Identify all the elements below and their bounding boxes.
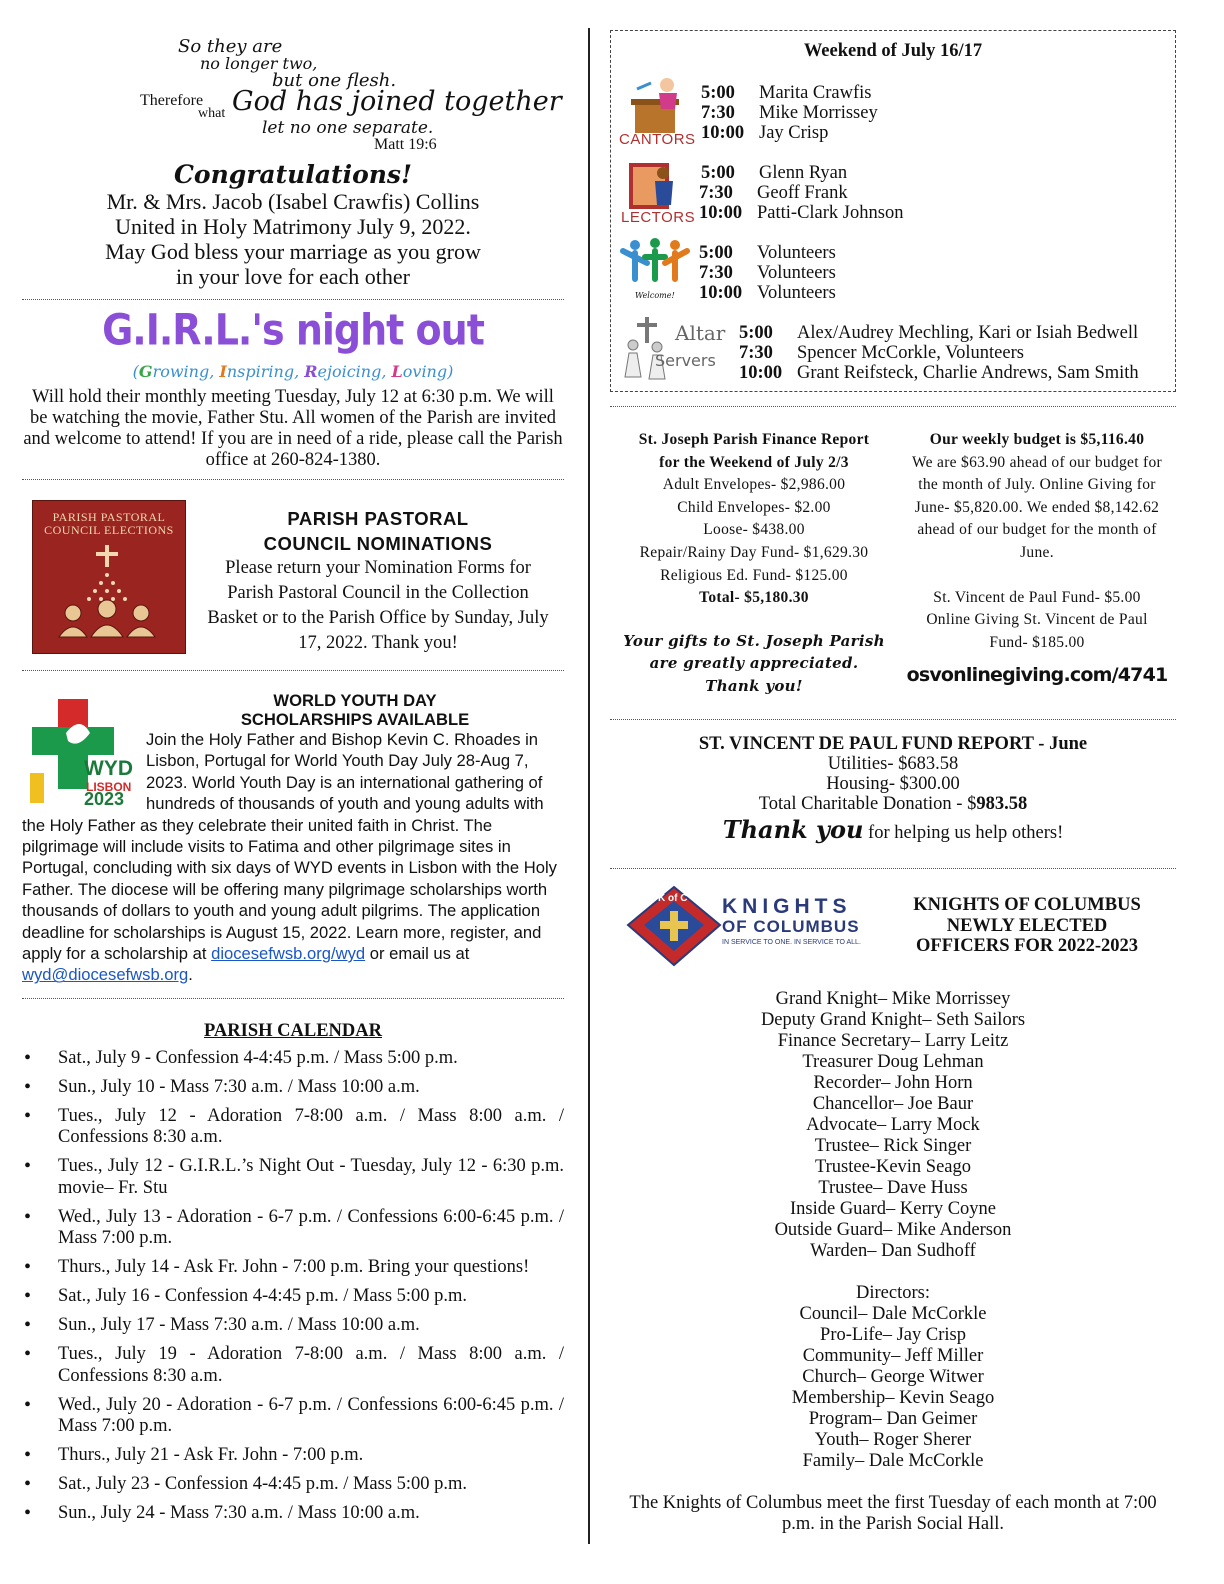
cantor-row: [701, 123, 828, 143]
finance-thanks: are greatly appreciated.: [649, 654, 859, 673]
name: Volunteers: [757, 243, 836, 263]
word-rest: rowing,: [152, 362, 220, 381]
wedding-line: in your love for each other: [176, 264, 410, 289]
lectors-label: LECTORS: [621, 209, 696, 226]
director: Program– Dan Geimer: [808, 1409, 978, 1429]
parish-calendar: [22, 1021, 564, 1525]
greeter-row: [699, 283, 836, 303]
calendar-item: • Wed., July 20 - Adoration - 6-7 p.m. / Confessions 6:00-6:45 p.m. / Mass 7:00 p.m.: [22, 1395, 564, 1438]
budget-body: We are $63.90 ahead of our budget for the month of July. Online Giving for June- $5,820.00. We ended $8,142.62 ahead of our budget for the month of June.: [911, 453, 1162, 561]
name: Marita Crawfis: [759, 83, 872, 103]
word-rest: ejoicing,: [317, 362, 392, 381]
servers-label: Servers: [655, 351, 716, 370]
dotted-divider: [22, 998, 564, 999]
time: 7:30: [699, 183, 733, 203]
dotted-divider: [22, 299, 564, 300]
altar-label: Altar: [675, 321, 726, 345]
time: 10:00: [739, 363, 783, 383]
directors-title: Directors:: [856, 1283, 930, 1303]
director: Council– Dale McCorkle: [799, 1304, 987, 1324]
verse-line: but one flesh.: [272, 70, 397, 91]
altar-servers-icon: [619, 315, 669, 385]
server-row: [739, 363, 1139, 383]
calendar-list: [22, 1048, 564, 1525]
letter-i: I: [219, 362, 227, 381]
verse-reference: Matt 19:6: [374, 136, 437, 153]
greeter-row: [699, 243, 836, 263]
wyd-heading: SCHOLARSHIPS AVAILABLE: [240, 710, 470, 729]
scripture-verse: [22, 30, 564, 158]
ppc-body: Please return your Nomination Forms for Parish Pastoral Council in the Collection Basket or to the Parish Office by Sunday, July 17, 2022. Thank you!: [207, 558, 549, 653]
wedding-announcement: [22, 30, 564, 289]
name: Mike Morrissey: [759, 103, 878, 123]
name: Volunteers: [757, 283, 836, 303]
finance-line: Loose- $438.00: [703, 521, 805, 539]
director: Family– Dale McCorkle: [802, 1451, 984, 1471]
lector-row: [699, 203, 903, 223]
wyd-email-link[interactable]: wyd@diocesefwsb.org: [22, 965, 189, 985]
dotted-divider: [22, 670, 564, 671]
name: Geoff Frank: [757, 183, 848, 203]
wyd-body-end: .: [188, 965, 193, 985]
schedule-title: Weekend of July 16/17: [803, 41, 983, 61]
girls-subtitle: [22, 362, 564, 381]
congrats-heading: Congratulations!: [174, 160, 412, 189]
wyd-logo-text: WYD: [84, 757, 133, 780]
calendar-item: • Sun., July 24 - Mass 7:30 a.m. / Mass 10:00 a.m.: [22, 1503, 564, 1525]
lector-row: [699, 183, 848, 203]
svdp-line: Online Giving St. Vincent de Paul Fund- $185.00: [926, 611, 1148, 651]
svdp-housing: Housing- $300.00: [826, 774, 960, 794]
name: Spencer McCorkle, Volunteers: [797, 343, 1024, 363]
officer: Finance Secretary– Larry Leitz: [777, 1031, 1009, 1051]
kofc-heading-line: KNIGHTS OF COLUMBUS: [913, 895, 1141, 915]
verse-line: Therefore: [140, 92, 204, 109]
calendar-item: • Thurs., July 14 - Ask Fr. John - 7:00 p.m. Bring your questions!: [22, 1257, 564, 1279]
kofc-word: OF COLUMBUS: [722, 917, 860, 936]
verse-line: let no one separate.: [262, 118, 434, 138]
budget-heading: Our weekly budget is $5,116.40: [929, 431, 1145, 448]
director: Church– George Witwer: [802, 1367, 984, 1387]
cantors-group: [619, 75, 1169, 148]
servers-group: [619, 315, 1169, 385]
svdp-line: St. Vincent de Paul Fund- $5.00: [933, 588, 1141, 606]
time: 7:30: [699, 263, 733, 283]
wedding-text: [22, 189, 564, 289]
kofc-header: [610, 869, 1176, 979]
world-youth-day: [22, 691, 564, 986]
wedding-line: May God bless your marriage as you grow: [105, 239, 481, 264]
paren: (: [132, 362, 139, 381]
wyd-logo: [28, 693, 140, 809]
officer: Advocate– Larry Mock: [806, 1115, 980, 1135]
name: Grant Reifsteck, Charlie Andrews, Sam Smith: [797, 363, 1139, 383]
officer: Chancellor– Joe Baur: [812, 1094, 974, 1114]
time: 7:30: [701, 103, 735, 123]
svdp-total-label: Total Charitable Donation - $: [758, 794, 977, 814]
wedding-line: Mr. & Mrs. Jacob (Isabel Crawfis) Collins: [106, 189, 480, 214]
wyd-body-mid: or email us at: [365, 944, 470, 964]
greeters-group: [619, 235, 1169, 305]
officer: Warden– Dan Sudhoff: [810, 1241, 976, 1261]
calendar-item: • Tues., July 12 - Adoration 7-8:00 a.m. / Mass 8:00 a.m. / Confessions 8:30 a.m.: [22, 1106, 564, 1149]
verse-line: no longer two,: [200, 54, 318, 73]
name: Patti-Clark Johnson: [757, 203, 904, 223]
lectors-group: [619, 155, 1169, 225]
wyd-logo-city: LISBON: [86, 780, 132, 794]
time: 7:30: [739, 343, 773, 363]
wyd-logo-year: 2023: [84, 789, 125, 809]
officer: Trustee– Dave Huss: [818, 1178, 968, 1198]
finance-line: Adult Envelopes- $2,986.00: [662, 476, 846, 494]
people-cross-icon: [33, 501, 187, 655]
wedding-line: United in Holy Matrimony July 9, 2022.: [115, 214, 471, 239]
ppc-text: [202, 506, 554, 656]
name: Jay Crisp: [759, 123, 829, 143]
calendar-title: PARISH CALENDAR: [204, 1020, 382, 1041]
thank-you-script: Thank you: [722, 815, 864, 844]
time: 5:00: [701, 83, 735, 103]
kofc-logo: [624, 883, 900, 969]
calendar-item: • Wed., July 13 - Adoration - 6-7 p.m. / Confessions 6:00-6:45 p.m. / Mass 7:00 p.m.: [22, 1207, 564, 1250]
kofc-heading: [900, 895, 1154, 957]
svdp-report: [610, 720, 1176, 868]
name: Glenn Ryan: [759, 163, 848, 183]
volunteer-schedule: [610, 30, 1176, 392]
name: Volunteers: [757, 263, 836, 283]
kofc-heading-line: OFFICERS FOR 2022-2023: [916, 936, 1138, 956]
calendar-item: • Sun., July 17 - Mass 7:30 a.m. / Mass 10:00 a.m.: [22, 1315, 564, 1337]
ppc-nominations: [22, 480, 564, 656]
girls-night-out: [22, 305, 564, 471]
kofc-meeting-note: The Knights of Columbus meet the first Tuesday of each month at 7:00 p.m. in the Parish Social Hall.: [629, 1493, 1157, 1534]
officer: Grand Knight– Mike Morrissey: [775, 989, 1011, 1009]
letter-l: L: [391, 362, 403, 381]
ppc-election-image: [32, 500, 186, 654]
online-giving-url[interactable]: osvonlinegiving.com/4741: [906, 664, 1168, 687]
calendar-item: • Sat., July 23 - Confession 4-4:45 p.m. / Mass 5:00 p.m.: [22, 1474, 564, 1496]
thanks-rest: for helping us help others!: [863, 823, 1064, 843]
right-column: [610, 30, 1176, 1535]
verse-line: what: [198, 106, 226, 121]
finance-thanks: Your gifts to St. Joseph Parish: [623, 631, 885, 650]
kofc-tagline: IN SERVICE TO ONE. IN SERVICE TO ALL.: [722, 939, 861, 946]
word-rest: nspiring,: [226, 362, 305, 381]
director: Pro-Life– Jay Crisp: [820, 1325, 966, 1345]
finance-line: Child Envelopes- $2.00: [677, 498, 831, 516]
verse-line: So they are: [178, 36, 283, 57]
svdp-total-value: 983.58: [976, 794, 1028, 814]
time: 10:00: [699, 283, 743, 303]
finance-report: [610, 407, 1176, 719]
letter-r: R: [304, 362, 318, 381]
calendar-item: • Sun., July 10 - Mass 7:30 a.m. / Mass 10:00 a.m.: [22, 1077, 564, 1099]
time: 10:00: [701, 123, 745, 143]
finance-heading: for the Weekend of July 2/3: [659, 453, 849, 471]
girls-title: G.I.R.L.'s night out: [102, 305, 484, 355]
officer: Treasurer Doug Lehman: [802, 1052, 984, 1072]
finance-heading: St. Joseph Parish Finance Report: [638, 431, 870, 448]
officer: Trustee-Kevin Seago: [814, 1157, 972, 1177]
finance-left: [610, 429, 898, 698]
finance-right: [906, 429, 1168, 687]
girls-body: Will hold their monthly meeting Tuesday, July 12 at 6:30 p.m. We will be watching the movie, Father Stu. All women of the Parish are invited and welcome to attend! If you are in need of a ride, please call the Parish office at 260-824-1380.: [23, 387, 563, 470]
letter-g: G: [138, 362, 153, 381]
svdp-thanks: [610, 815, 1176, 844]
wyd-link[interactable]: diocesefwsb.org/wyd: [211, 944, 366, 964]
finance-line: Repair/Rainy Day Fund- $1,629.30: [639, 543, 869, 561]
server-row: [739, 343, 1024, 363]
officer: Outside Guard– Mike Anderson: [774, 1220, 1012, 1240]
time: 5:00: [739, 323, 773, 343]
ppc-heading: PARISH PASTORAL: [287, 508, 469, 529]
lector-row: [701, 163, 847, 183]
finance-thanks: Thank you!: [705, 676, 803, 695]
officer: Trustee– Rick Singer: [814, 1136, 972, 1156]
time: 5:00: [701, 163, 735, 183]
calendar-item: • Tues., July 12 - G.I.R.L.’s Night Out - Tuesday, July 12 - 6:30 p.m. movie– Fr. Stu: [22, 1156, 564, 1199]
ppc-image-caption: PARISH PASTORAL COUNCIL ELECTIONS: [44, 510, 174, 537]
director: Youth– Roger Sherer: [814, 1430, 972, 1450]
officer: Inside Guard– Kerry Coyne: [789, 1199, 996, 1219]
svdp-utilities: Utilities- $683.58: [827, 754, 959, 774]
calendar-item: • Thurs., July 21 - Ask Fr. John - 7:00 p.m.: [22, 1445, 564, 1467]
kofc-heading-line: NEWLY ELECTED: [946, 915, 1108, 936]
kofc-officers: [610, 989, 1176, 1535]
server-row: [739, 323, 1138, 343]
time: 5:00: [699, 243, 733, 263]
ppc-heading: COUNCIL NOMINATIONS: [263, 533, 493, 554]
finance-line: Religious Ed. Fund- $125.00: [660, 566, 848, 584]
wyd-heading: WORLD YOUTH DAY: [273, 691, 437, 710]
time: 10:00: [699, 203, 743, 223]
left-column: [22, 30, 564, 1532]
calendar-item: • Tues., July 19 - Adoration 7-8:00 a.m. / Mass 8:00 a.m. / Confessions 8:30 a.m.: [22, 1344, 564, 1387]
name: Alex/Audrey Mechling, Kari or Isiah Bedwell: [797, 323, 1139, 343]
kofc-word: KNIGHTS: [722, 895, 852, 918]
cantors-label: CANTORS: [619, 131, 696, 148]
welcome-label: Welcome!: [635, 291, 675, 300]
director: Community– Jeff Miller: [802, 1346, 984, 1366]
calendar-item: • Sat., July 16 - Confession 4-4:45 p.m. / Mass 5:00 p.m.: [22, 1286, 564, 1308]
calendar-item: • Sat., July 9 - Confession 4-4:45 p.m. / Mass 5:00 p.m.: [22, 1048, 564, 1070]
officer: Deputy Grand Knight– Seth Sailors: [760, 1010, 1026, 1030]
kofc-badge-text: K of C: [658, 893, 688, 904]
finance-total: Total- $5,180.30: [699, 589, 809, 607]
officer: Recorder– John Horn: [813, 1073, 973, 1093]
cantor-row: [701, 103, 878, 123]
greeter-row: [699, 263, 836, 283]
word-rest: oving): [402, 362, 454, 381]
director: Membership– Kevin Seago: [791, 1388, 995, 1408]
column-divider: [588, 28, 590, 1544]
wyd-body: Join the Holy Father and Bishop Kevin C. Rhoades in Lisbon, Portugal for World Youth Day July 28-Aug 7, 2023. World Youth Day is an international gathering of hundreds of thousands of youth and young adults with the Holy Father as they celebrate their united faith in Christ. The pilgrimage will include visits to Fatima and other pilgrimage sites in Portugal, concluding with six days of WYD events in Lisbon with the Holy Father. The diocese will be offering many pilgrimage scholarships worth thousands of dollars to youth and young adult pilgrims. The application deadline for scholarships is August 15, 2022. Learn more, register, and apply for a scholarship at: [22, 730, 557, 964]
verse-line-emphasis: God has joined together: [232, 86, 562, 117]
cantor-row: [701, 83, 872, 103]
svdp-title: ST. VINCENT DE PAUL FUND REPORT - June: [698, 734, 1088, 754]
svdp-total: [610, 794, 1176, 814]
